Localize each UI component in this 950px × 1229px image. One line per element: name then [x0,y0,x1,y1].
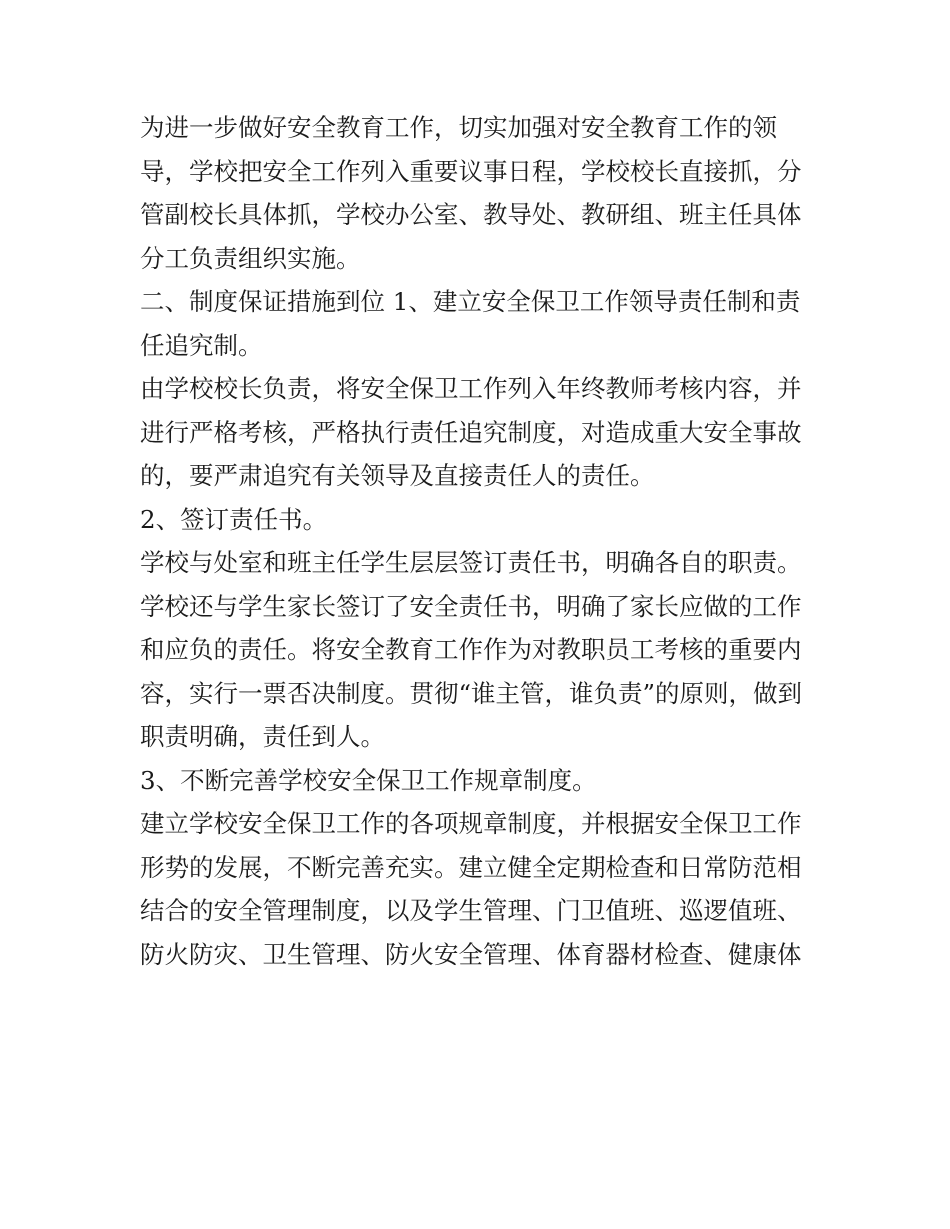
text-line-10: 2、签订责任书。 [140,504,328,534]
text-line-2: 导，学校把安全工作列入重要议事日程，学校校长直接抓，分 [140,156,802,186]
text-line-15: 职责明确，责任到人。 [140,722,385,751]
text-line-20: 防火防灾、卫生管理、防火安全管理、体育器材检查、健康体 [140,939,802,969]
text-line-18: 形势的发展，不断完善充实。建立健全定期检查和日常防范相 [140,852,802,882]
text-line-14: 容，实行一票否决制度。贯彻“谁主管，谁负责”的原则，做到 [140,678,803,708]
text-line-8: 进行严格考核，严格执行责任追究制度，对造成重大安全事故 [140,417,802,447]
text-line-4: 分工负责组织实施。 [140,243,361,273]
text-line-12: 学校还与学生家长签订了安全责任书，明确了家长应做的工作 [140,591,802,621]
text-line-19: 结合的安全管理制度，以及学生管理、门卫值班、巡逻值班、 [140,896,802,925]
text-line-11: 学校与处室和班主任学生层层签订责任书，明确各自的职责。 [140,548,802,577]
body-text [140,106,815,976]
text-line-16: 3、不断完善学校安全保卫工作规章制度。 [140,765,597,795]
text-line-1: 为进一步做好安全教育工作，切实加强对安全教育工作的领 [140,113,777,142]
text-line-5: 二、制度保证措施到位 1、建立安全保卫工作领导责任制和责 [140,287,801,316]
text-line-9: 的，要严肃追究有关领导及直接责任人的责任。 [140,461,655,490]
text-line-13: 和应负的责任。将安全教育工作作为对教职员工考核的重要内 [140,635,802,664]
text-line-7: 由学校校长负责，将安全保卫工作列入年终教师考核内容，并 [140,374,802,403]
text-line-6: 任追究制。 [140,330,263,360]
text-line-3: 管副校长具体抓，学校办公室、教导处、教研组、班主任具体 [140,200,802,229]
text-line-17: 建立学校安全保卫工作的各项规章制度，并根据安全保卫工作 [140,809,802,838]
